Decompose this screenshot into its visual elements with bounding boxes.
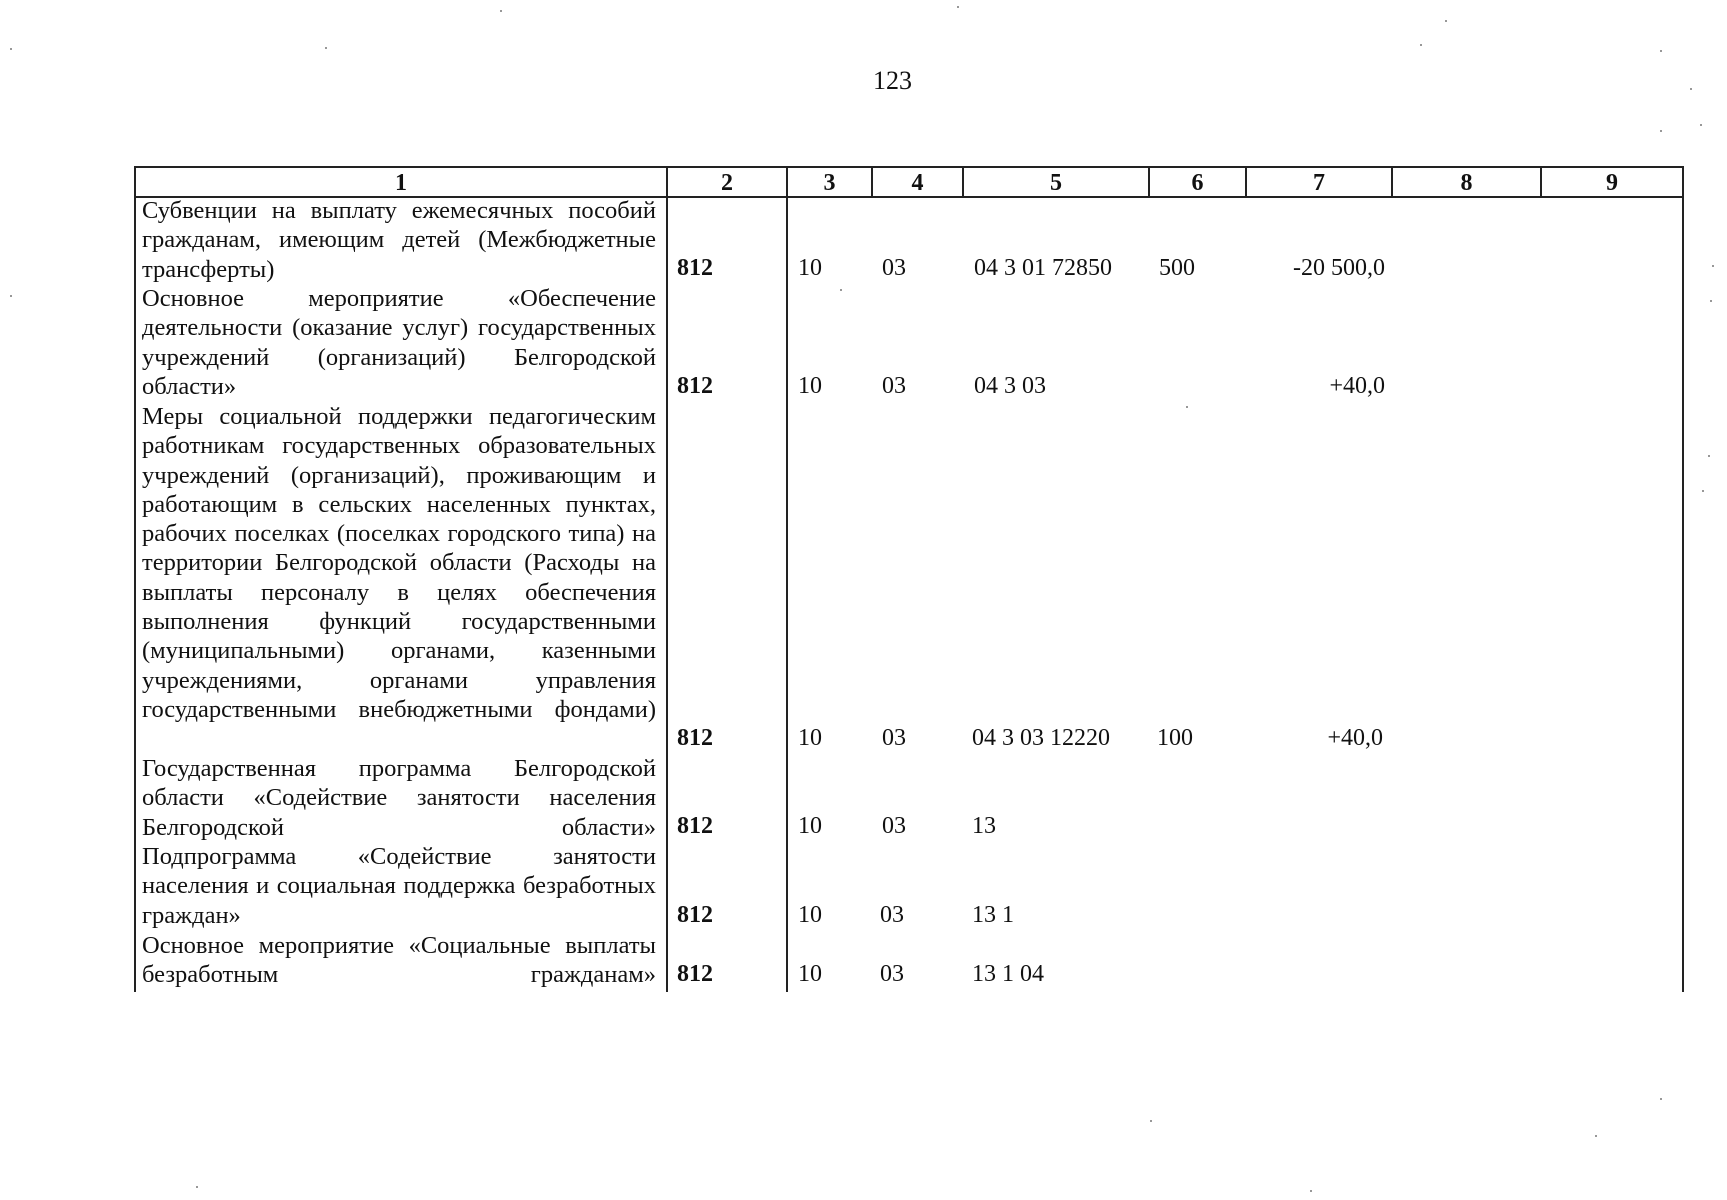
col-header-4: 4 <box>911 170 924 196</box>
scan-speck <box>1700 124 1702 126</box>
col-header-5: 5 <box>1050 170 1062 196</box>
scan-speck <box>1660 1098 1662 1100</box>
scan-speck <box>1712 265 1714 267</box>
row-cell-c5: 13 <box>972 813 996 839</box>
col-header-1: 1 <box>395 170 407 196</box>
scan-speck <box>10 295 12 297</box>
scan-speck <box>500 10 502 12</box>
row-cell-c2: 812 <box>677 902 713 928</box>
col-header-2: 2 <box>721 170 733 196</box>
row-cell-c5: 04 3 03 12220 <box>972 725 1110 751</box>
row-cell-c7: +40,0 <box>1329 373 1385 399</box>
row-cell-c2: 812 <box>677 813 713 839</box>
budget-table <box>134 166 1684 992</box>
col-header-3: 3 <box>823 170 836 196</box>
scan-speck <box>1186 406 1188 408</box>
col-header-8: 8 <box>1460 170 1473 196</box>
scan-speck <box>1660 50 1662 52</box>
col-header-7: 7 <box>1313 170 1325 196</box>
row-cell-c6: 100 <box>1157 725 1193 751</box>
scan-speck <box>1702 490 1704 492</box>
row-cell-c7: -20 500,0 <box>1293 255 1385 281</box>
scan-speck <box>196 1186 198 1188</box>
row-cell-c4: 03 <box>882 255 906 281</box>
row-cell-c4: 03 <box>880 902 904 928</box>
row-cell-c4: 03 <box>882 725 906 751</box>
scan-speck <box>10 48 12 50</box>
row-cell-c3: 10 <box>798 961 822 987</box>
scan-speck <box>840 289 842 291</box>
row-cell-c3: 10 <box>798 902 822 928</box>
table-row-description: Основное мероприятие «Социальные выплаты безработным гражданам» <box>142 932 656 989</box>
row-cell-c6: 500 <box>1159 255 1195 281</box>
table-row-description: Государственная программа Белгородской области «Содействие занятости населения Белгородской области» <box>142 755 656 841</box>
scan-speck <box>1420 44 1422 46</box>
row-cell-c3: 10 <box>798 373 822 399</box>
col-header-6: 6 <box>1191 170 1204 196</box>
scan-speck <box>1150 1120 1152 1122</box>
row-cell-c4: 03 <box>882 813 906 839</box>
table-row-description: Субвенции на выплату ежемесячных пособий гражданам, имеющим детей (Межбюджетные трансферты) <box>142 197 656 283</box>
scan-speck <box>1710 300 1712 302</box>
row-cell-c7: +40,0 <box>1327 725 1383 751</box>
col-divider-1-2 <box>666 166 668 992</box>
row-cell-c5: 04 3 03 <box>974 373 1046 399</box>
row-cell-c2: 812 <box>677 373 713 399</box>
scan-speck <box>957 6 959 8</box>
table-row-description: Меры социальной поддержки педагогическим работникам государственных образовательных учреждений (организаций), проживающим и работающим в сельских населенных пунктах, рабочих поселках (поселках городского типа) на территории Белгородской области (Расходы на выплаты персоналу в целях обеспечения выполнения функций государственными (муниципальными) органами, казенными учреждениями, органами управления государственными внебюджетными фондами) <box>142 403 656 723</box>
page-number: 123 <box>873 66 912 95</box>
row-cell-c5: 04 3 01 72850 <box>974 255 1112 281</box>
scan-speck <box>325 47 327 49</box>
scan-speck <box>1595 1135 1597 1137</box>
table-left-border <box>134 166 136 992</box>
col-divider-2-3 <box>786 166 788 992</box>
row-cell-c2: 812 <box>677 961 713 987</box>
row-cell-c5: 13 1 <box>972 902 1014 928</box>
table-row-description: Основное мероприятие «Обеспечение деятельности (оказание услуг) государственных учреждений (организаций) Белгородской области» <box>142 285 656 400</box>
row-cell-c3: 10 <box>798 255 822 281</box>
row-cell-c4: 03 <box>882 373 906 399</box>
col-header-9: 9 <box>1606 170 1618 196</box>
row-cell-c2: 812 <box>677 725 713 751</box>
scan-speck <box>1690 88 1692 90</box>
table-right-border <box>1682 166 1684 992</box>
row-cell-c2: 812 <box>677 255 713 281</box>
scan-speck <box>1310 1190 1312 1192</box>
row-cell-c3: 10 <box>798 725 822 751</box>
row-cell-c4: 03 <box>880 961 904 987</box>
row-cell-c5: 13 1 04 <box>972 961 1044 987</box>
table-row-description: Подпрограмма «Содействие занятости населения и социальная поддержка безработных граждан» <box>142 843 656 929</box>
scan-speck <box>1445 20 1447 22</box>
scan-speck <box>1708 455 1710 457</box>
row-cell-c3: 10 <box>798 813 822 839</box>
scan-speck <box>1660 130 1662 132</box>
